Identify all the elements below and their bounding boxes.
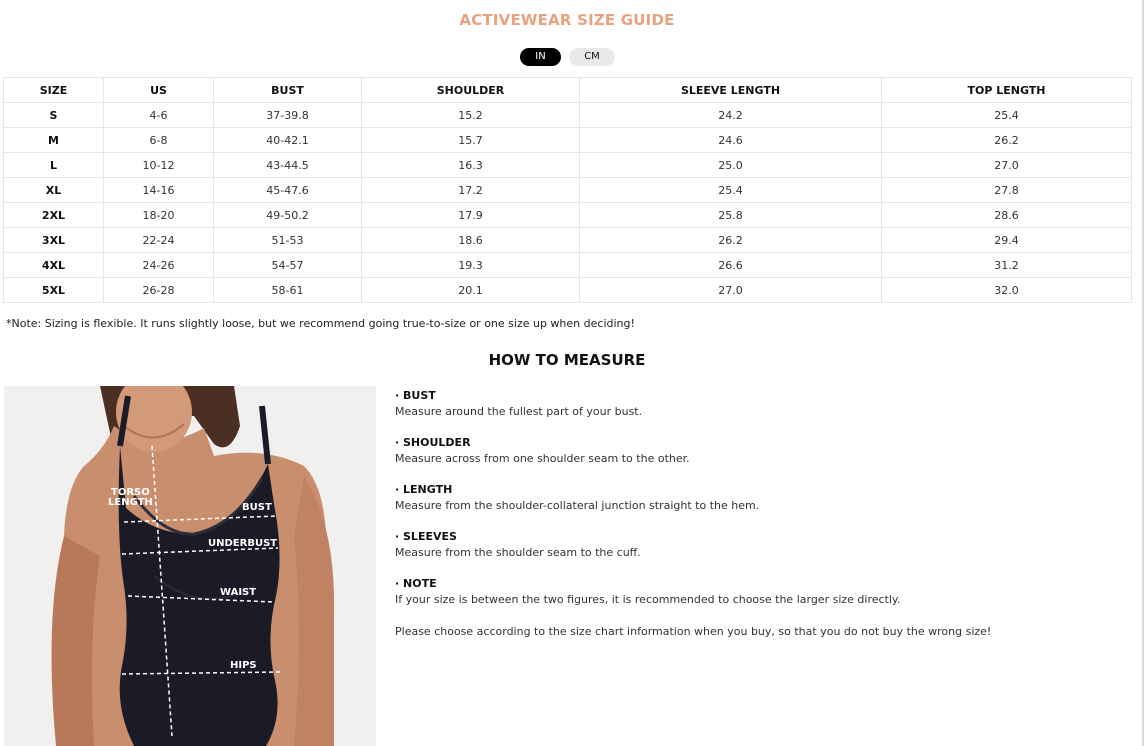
instruction-sleeves — [395, 530, 1115, 562]
header-sleeve-length: SLEEVE LENGTH — [580, 78, 882, 103]
table-cell: L — [4, 153, 104, 178]
instruction-note — [395, 577, 1115, 609]
underbust-label: UNDERBUST — [208, 538, 278, 549]
table-cell: 18-20 — [104, 203, 214, 228]
table-cell: 10-12 — [104, 153, 214, 178]
table-cell: XL — [4, 178, 104, 203]
table-cell: 22-24 — [104, 228, 214, 253]
unit-toggle — [520, 48, 615, 66]
table-cell: 24.2 — [580, 103, 882, 128]
table-cell: 43-44.5 — [214, 153, 362, 178]
table-cell: 2XL — [4, 203, 104, 228]
instruction-heading: · LENGTH — [395, 483, 453, 496]
unit-cm-button[interactable]: CM — [569, 48, 615, 66]
size-chart-table — [3, 77, 1132, 303]
instruction-text: If your size is between the two figures, it is recommended to choose the larger size directly. — [395, 593, 901, 606]
table-row — [4, 278, 1132, 303]
table-cell: 51-53 — [214, 228, 362, 253]
instruction-text: Measure around the fullest part of your bust. — [395, 405, 643, 418]
table-cell: 58-61 — [214, 278, 362, 303]
instruction-heading: · SLEEVES — [395, 530, 457, 543]
instruction-bust — [395, 389, 1115, 421]
instruction-length — [395, 483, 1115, 515]
instruction-shoulder — [395, 436, 1115, 468]
sizing-note: *Note: Sizing is flexible. It runs slightly loose, but we recommend going true-to-size or one size up when deciding! — [6, 317, 635, 330]
table-cell: 20.1 — [362, 278, 580, 303]
table-cell: M — [4, 128, 104, 153]
table-row — [4, 178, 1132, 203]
page-title: ACTIVEWEAR SIZE GUIDE — [459, 11, 675, 29]
table-cell: 4-6 — [104, 103, 214, 128]
table-cell: 17.9 — [362, 203, 580, 228]
waist-label: WAIST — [220, 587, 257, 598]
table-cell: 17.2 — [362, 178, 580, 203]
table-row — [4, 128, 1132, 153]
instruction-heading: · BUST — [395, 389, 436, 402]
how-to-measure-title: HOW TO MEASURE — [488, 351, 646, 369]
measurement-figure — [4, 386, 376, 746]
header-us: US — [104, 78, 214, 103]
table-cell: 25.8 — [580, 203, 882, 228]
table-cell: 3XL — [4, 228, 104, 253]
table-cell: S — [4, 103, 104, 128]
table-cell: 24.6 — [580, 128, 882, 153]
measure-instructions — [395, 389, 1115, 640]
torso-length-label — [108, 488, 153, 508]
table-cell: 6-8 — [104, 128, 214, 153]
unit-in-button[interactable]: IN — [520, 48, 561, 66]
purchase-advice: Please choose according to the size chart information when you buy, so that you do not buy the wrong size! — [395, 625, 992, 638]
table-cell: 25.4 — [882, 103, 1132, 128]
table-cell: 37-39.8 — [214, 103, 362, 128]
header-size: SIZE — [4, 78, 104, 103]
table-cell: 31.2 — [882, 253, 1132, 278]
instruction-heading: · SHOULDER — [395, 436, 471, 449]
table-cell: 32.0 — [882, 278, 1132, 303]
table-cell: 29.4 — [882, 228, 1132, 253]
table-cell: 15.7 — [362, 128, 580, 153]
table-cell: 5XL — [4, 278, 104, 303]
table-cell: 28.6 — [882, 203, 1132, 228]
table-cell: 15.2 — [362, 103, 580, 128]
instruction-text: Measure from the shoulder-collateral junction straight to the hem. — [395, 499, 760, 512]
bust-label: BUST — [242, 502, 272, 513]
torso-label-line2: LENGTH — [108, 497, 153, 508]
instruction-heading: · NOTE — [395, 577, 437, 590]
table-cell: 54-57 — [214, 253, 362, 278]
table-cell: 26.6 — [580, 253, 882, 278]
instruction-text: Measure from the shoulder seam to the cuff. — [395, 546, 641, 559]
table-cell: 16.3 — [362, 153, 580, 178]
table-row — [4, 103, 1132, 128]
table-row — [4, 228, 1132, 253]
torso-label-line1: TORSO — [111, 487, 150, 498]
table-cell: 19.3 — [362, 253, 580, 278]
table-cell: 14-16 — [104, 178, 214, 203]
model-illustration — [4, 386, 376, 746]
table-cell: 27.0 — [882, 153, 1132, 178]
table-row — [4, 253, 1132, 278]
table-cell: 18.6 — [362, 228, 580, 253]
table-cell: 4XL — [4, 253, 104, 278]
table-cell: 49-50.2 — [214, 203, 362, 228]
table-header-row — [4, 78, 1132, 103]
header-shoulder: SHOULDER — [362, 78, 580, 103]
table-cell: 26.2 — [580, 228, 882, 253]
table-cell: 26.2 — [882, 128, 1132, 153]
table-cell: 45-47.6 — [214, 178, 362, 203]
instruction-text: Measure across from one shoulder seam to the other. — [395, 452, 690, 465]
table-row — [4, 203, 1132, 228]
table-cell: 27.0 — [580, 278, 882, 303]
table-row — [4, 153, 1132, 178]
table-cell: 25.0 — [580, 153, 882, 178]
table-cell: 40-42.1 — [214, 128, 362, 153]
table-cell: 26-28 — [104, 278, 214, 303]
table-cell: 25.4 — [580, 178, 882, 203]
hips-label: HIPS — [230, 660, 257, 671]
header-bust: BUST — [214, 78, 362, 103]
table-cell: 27.8 — [882, 178, 1132, 203]
header-top-length: TOP LENGTH — [882, 78, 1132, 103]
table-cell: 24-26 — [104, 253, 214, 278]
